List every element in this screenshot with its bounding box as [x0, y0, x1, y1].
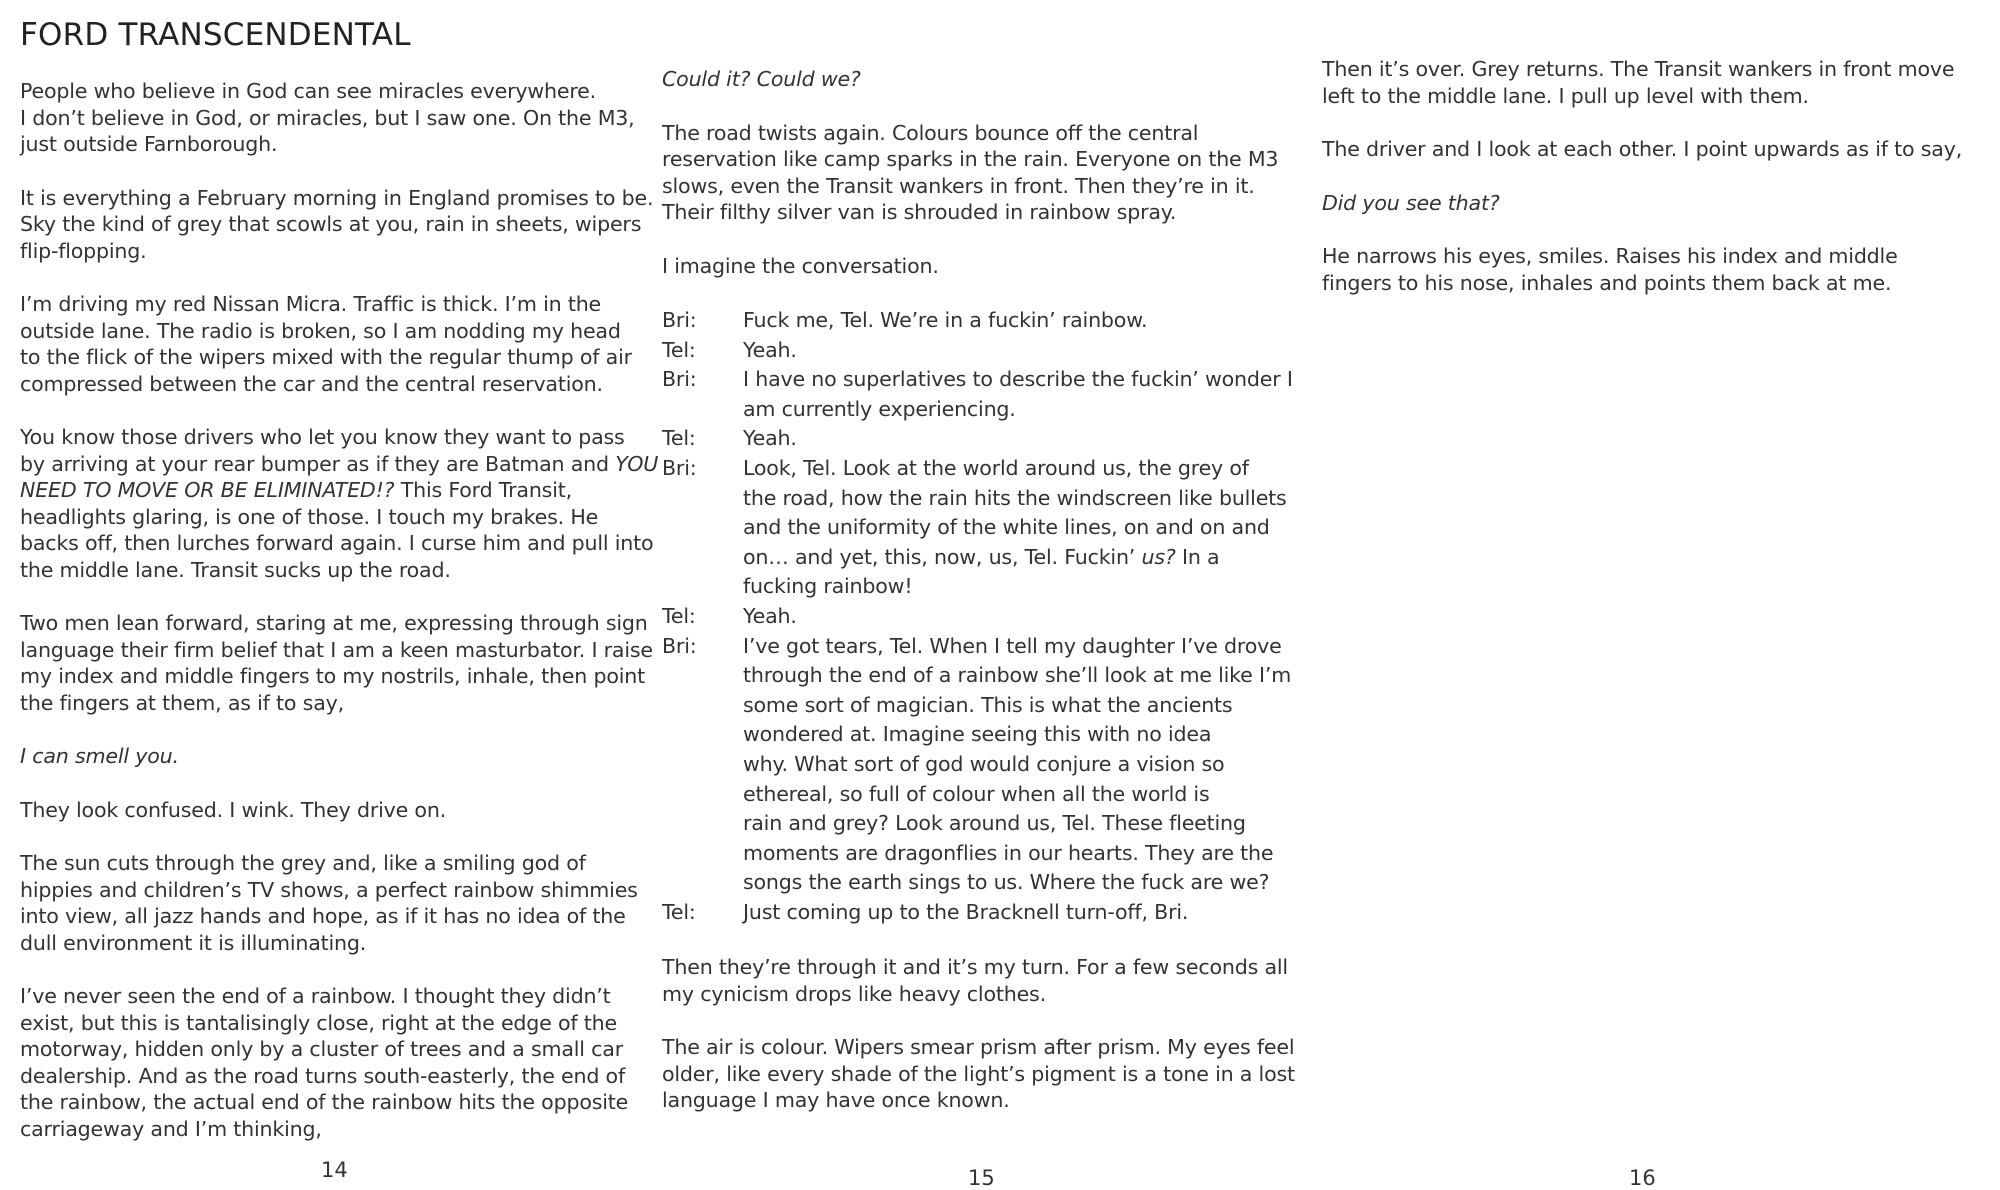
page-14-paragraph: People who believe in God can see miracles everywhere. I don’t believe in God, or miracles, but I saw one. On the M3, just outside Farnborough.: [20, 79, 635, 156]
story-title: FORD TRANSCENDENTAL: [20, 17, 411, 53]
page-16-paragraph: Did you see that?: [1322, 190, 1500, 215]
dialogue-text: I have no superlatives to describe the fuckin’ wonder I am currently experiencing.: [743, 367, 1293, 421]
dialogue-speaker: Bri:: [662, 455, 697, 480]
page-16-paragraph: The driver and I look at each other. I point upwards as if to say,: [1322, 137, 1963, 161]
page-15-paragraph: Then they’re through it and it’s my turn. For a few seconds all my cynicism drops like heavy clothes.: [662, 955, 1288, 1006]
dialogue-line: [662, 365, 1302, 424]
page-15-paragraph: I imagine the conversation.: [662, 253, 939, 278]
dialogue-line: [662, 632, 1302, 898]
page-14-paragraph: Two men lean forward, staring at me, expressing through sign language their firm belief that I am a keen masturbator. I raise my index and middle fingers to my nostrils, inhale, then point the fingers at them, as if to say,: [20, 611, 653, 715]
page-14-column: [20, 16, 660, 1169]
page-14-paragraph: It is everything a February morning in England promises to be. Sky the kind of grey that scowls at you, rain in sheets, wipers flip-flopping.: [20, 185, 654, 263]
dialogue-speaker: Tel:: [662, 426, 696, 451]
dialogue-speaker: Tel:: [662, 337, 696, 362]
dialogue-line: [662, 424, 1302, 454]
dialogue-text: Yeah.: [743, 337, 797, 362]
dialogue-text: Fuck me, Tel. We’re in a fuckin’ rainbow.: [743, 308, 1148, 332]
page-14-paragraph: I’m driving my red Nissan Micra. Traffic is thick. I’m in the outside lane. The radio is broken, so I am nodding my head to the flick of the wipers mixed with the regular thump of air compressed between the car and the central reservation.: [20, 292, 632, 396]
page-15-paragraph: The road twists again. Colours bounce off the central reservation like camp sparks in the rain. Everyone on the M3 slows, even the Transit wankers in front. Then they’re in it. Their filthy silver van is shrouded in rainbow spray.: [662, 120, 1279, 224]
dialogue-line: [662, 336, 1302, 366]
page-15-column: [662, 66, 1302, 1141]
dialogue-block: [662, 306, 1302, 927]
page-16-body: [1322, 56, 1984, 296]
dialogue-line: [662, 898, 1302, 928]
dialogue-speaker: Bri:: [662, 633, 697, 658]
dialogue-speaker: Bri:: [662, 308, 697, 332]
page-14-paragraph: I’ve never seen the end of a rainbow. I thought they didn’t exist, but this is tantalisingly close, right at the edge of the motorway, hidden only by a cluster of trees and a small car dealership. And as the road turns south-easterly, the end of the rainbow, the actual end of the rainbow hits the opposite carriageway and I’m thinking,: [20, 984, 629, 1141]
page-14-paragraph: You know those drivers who let you know they want to pass by arriving at your rear bumper as if they are Batman and YOU NEED TO MOVE OR BE ELIMINATED!? This Ford Transit, headlights glaring, is one of those. I touch my brakes. He backs off, then lurches forward again. I curse him and pull into the middle lane. Transit sucks up the road.: [20, 425, 659, 582]
page-number-14: 14: [321, 1158, 348, 1182]
dialogue-text: Yeah.: [743, 603, 797, 628]
dialogue-line: [662, 306, 1302, 336]
dialogue-speaker: Tel:: [662, 899, 696, 924]
page-15-outro: [662, 954, 1302, 1114]
page-14-paragraph: The sun cuts through the grey and, like a smiling god of hippies and children’s TV shows, a perfect rainbow shimmies into view, all jazz hands and hope, as if it has no idea of the dull environment it is illuminating.: [20, 851, 638, 955]
page-14-paragraph: They look confused. I wink. They drive on.: [20, 797, 447, 822]
page-number-15: 15: [968, 1166, 995, 1190]
dialogue-speaker: Tel:: [662, 603, 696, 628]
page-15-paragraph: Could it? Could we?: [662, 67, 861, 91]
page-16-paragraph: He narrows his eyes, smiles. Raises his index and middle fingers to his nose, inhales and points them back at me.: [1322, 244, 1898, 295]
page-15-paragraph: The air is colour. Wipers smear prism after prism. My eyes feel older, like every shade of the light’s pigment is a tone in a lost language I may have once known.: [662, 1035, 1295, 1113]
dialogue-text: I’ve got tears, Tel. When I tell my daughter I’ve drove through the end of a rainbow she’ll look at me like I’m some sort of magician. This is what the ancients wondered at. Imagine seeing this with no idea why. What sort of god would conjure a vision so ethereal, so full of colour when all the world is rain and grey? Look around us, Tel. These fleeting moments are dragonflies in our hearts. They are the songs the earth sings to us. Where the fuck are we?: [743, 633, 1292, 895]
page-16-column: [1322, 56, 1984, 323]
dialogue-text: Just coming up to the Bracknell turn-off, Bri.: [743, 899, 1189, 924]
page-number-16: 16: [1629, 1166, 1656, 1190]
dialogue-line: [662, 602, 1302, 632]
dialogue-text: Yeah.: [743, 426, 797, 451]
dialogue-line: [662, 454, 1302, 602]
page-14-body: [20, 78, 660, 1142]
dialogue-speaker: Bri:: [662, 367, 697, 392]
dialogue-text: Look, Tel. Look at the world around us, the grey of the road, how the rain hits the windscreen like bullets and the uniformity of the white lines, on and on and on… and yet, this, now, us, Tel. Fuckin’ us? In a fucking rainbow!: [743, 455, 1287, 599]
page-16-paragraph: Then it’s over. Grey returns. The Transit wankers in front move left to the middle lane. I pull up level with them.: [1322, 57, 1955, 108]
page-14-paragraph: I can smell you.: [20, 744, 179, 768]
page-15-intro: [662, 66, 1302, 279]
